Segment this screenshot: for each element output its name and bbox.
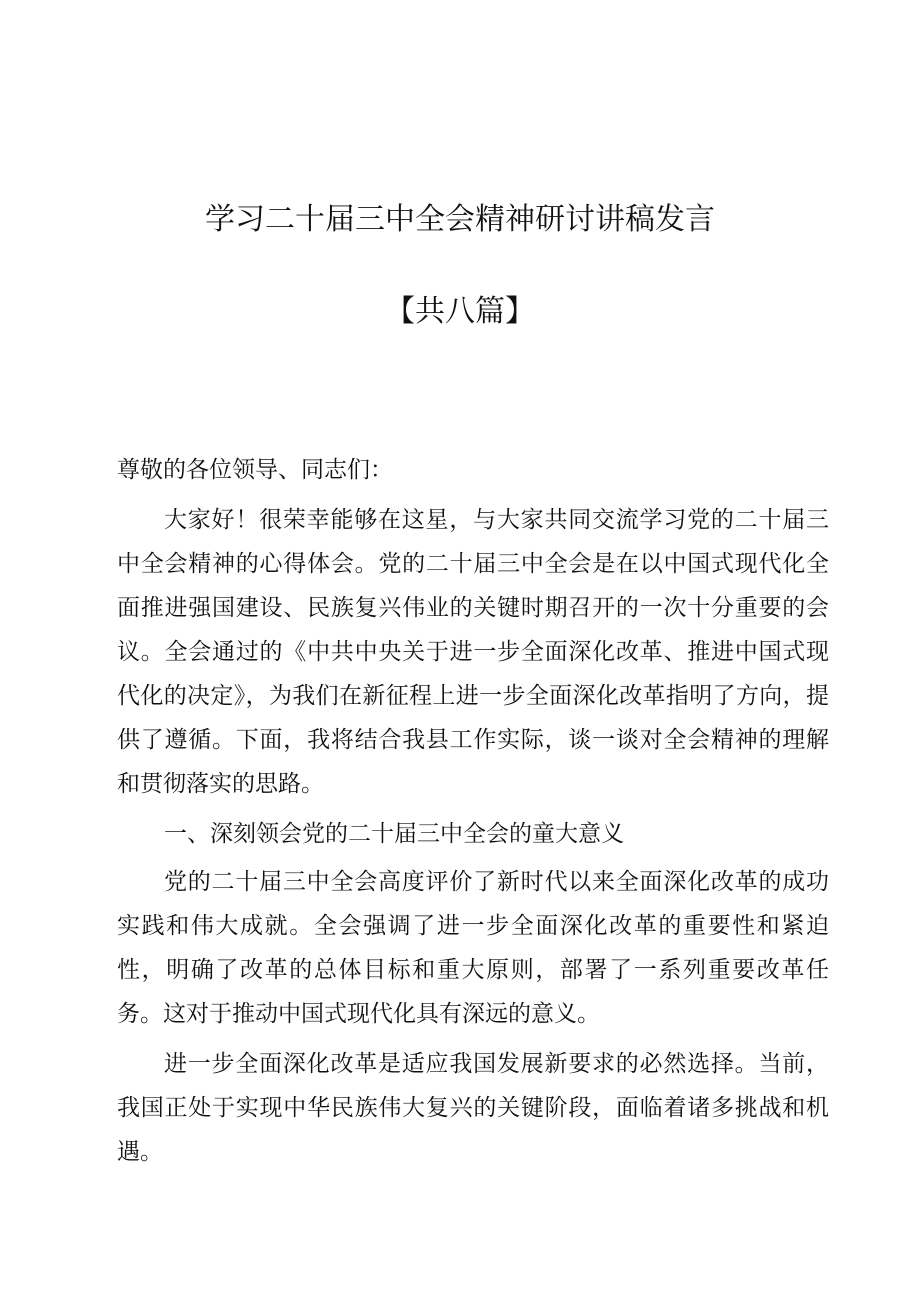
- intro-paragraph: 大家好！很荣幸能够在这星，与大家共同交流学习党的二十届三中全会精神的心得体会。党的二十届三中全会是在以中国式现代化全面推进强国建设、民族复兴伟业的关键时期召开的一次十分重要的会议。全会通过的《中共中央关于进一步全面深化改革、推进中国式现代化的决定》，为我们在新征程上进一步全面深化改革指明了方向，提供了遵循。下面，我将结合我县工作实际，谈一谈对全会精神的理解和贯彻落实的思路。: [117, 507, 829, 797]
- section-paragraph-1: 党的二十届三中全会高度评价了新时代以来全面深化改革的成功实践和伟大成就。全会强调了进一步全面深化改革的重要性和紧迫性，明确了改革的总体目标和重大原则，部署了一系列重要改革任务。这对于推动中国式现代化具有深远的意义。: [117, 869, 829, 1027]
- section-paragraph-2: 进一步全面深化改革是适应我国发展新要求的必然选择。当前，我国正处于实现中华民族伟大复兴的关键阶段，面临着诸多挑战和机遇。: [117, 1051, 829, 1165]
- document-body: [117, 448, 829, 1174]
- document-subtitle: 【共八篇】: [385, 294, 535, 329]
- section-heading: 一、深刻领会党的二十届三中全会的童大意义: [164, 821, 624, 847]
- document-title: 学习二十届三中全会精神研讨讲稿发言: [205, 202, 715, 237]
- salutation: 尊敬的各位领导、同志们：: [117, 457, 393, 483]
